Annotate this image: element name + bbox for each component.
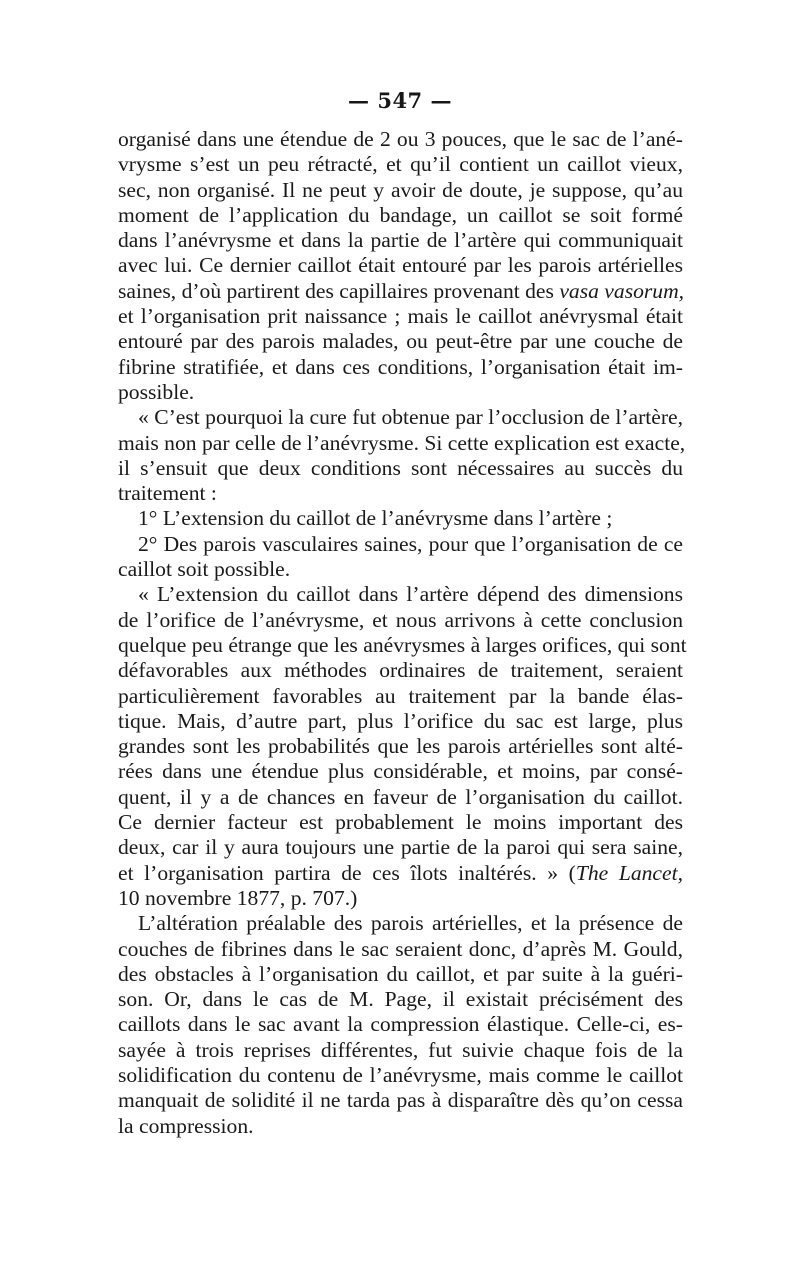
text-line: fibrine stratifiée, et dans ces conditions, l’organisation était im- [118,354,683,379]
text-line: entouré par des parois malades, ou peut-être par une couche de [118,329,683,354]
text-line: vrysme s’est un peu rétracté, et qu’il contient un caillot vieux, [118,152,683,177]
text-line [118,861,683,886]
text-line: traitement : [118,481,217,506]
body-text [118,127,687,1139]
text-line: défavorables aux méthodes ordinaires de traitement, seraient [118,658,683,683]
text-line: sec, non organisé. Il ne peut y avoir de doute, je suppose, qu’au [118,177,683,202]
text-line: tique. Mais, d’autre part, plus l’orifice du sac est large, plus [118,708,683,733]
text-line: sayée à trois reprises différentes, fut suivie chaque fois de la [118,1037,683,1062]
text-line: caillots dans le sac avant la compression élastique. Celle-ci, es- [118,1012,683,1037]
text-line [118,279,683,304]
text-line: « L’extension du caillot dans l’artère dépend des dimensions [138,582,683,607]
page-number: — 547 — [348,88,452,113]
text-line: la compression. [118,1113,254,1138]
text-fragment: et l’organisation partira de ces îlots inaltérés. » ( [118,860,576,885]
text-line: deux, car il y aura toujours une partie de la paroi qui sera saine, [118,835,683,860]
paragraph [118,405,686,506]
text-line: dans l’anévrysme et dans la partie de l’artère qui communiquait [118,228,683,253]
italic-term: vasa vasorum, [559,278,685,303]
paragraph [118,582,687,911]
text-line: moment de l’application du bandage, un caillot se soit formé [118,202,683,227]
text-line: particulièrement favorables au traitement par la bande élas- [118,683,683,708]
text-line: caillot soit possible. [118,557,291,582]
text-line: grandes sont les probabilités que les parois artérielles sont alté- [118,734,683,759]
text-line: avec lui. Ce dernier caillot était entouré par les parois artérielles [118,253,683,278]
text-line: manquait de solidité il ne tarda pas à disparaître dès qu’on cessa [118,1088,683,1113]
text-line: quent, il y a de chances en faveur de l’organisation du caillot. [118,784,683,809]
italic-citation: The Lancet, [575,860,683,885]
text-line: son. Or, dans le cas de M. Page, il existait précisément des [118,987,683,1012]
text-line: Ce dernier facteur est probablement le moins important des [118,810,683,835]
text-line: couches de fibrines dans le sac seraient donc, d’après M. Gould, [118,936,683,961]
text-line: de l’orifice de l’anévrysme, et nous arrivons à cette conclusion [118,607,683,632]
text-line: 1° L’extension du caillot de l’anévrysme dans l’artère ; [138,506,613,531]
text-line: quelque peu étrange que les anévrysmes à larges orifices, qui sont [118,632,687,657]
text-line: organisé dans une étendue de 2 ou 3 pouces, que le sac de l’ané- [118,127,683,151]
text-line: et l’organisation prit naissance ; mais le caillot anévrysmal était [118,304,683,329]
text-line: rées dans une étendue plus considérable, et moins, par consé- [118,759,683,784]
text-line: L’altération préalable des parois artérielles, et la présence de [138,911,683,936]
paragraph [118,911,683,1139]
text-line: possible. [118,379,195,404]
text-line: 2° Des parois vasculaires saines, pour que l’organisation de ce [138,531,683,556]
text-fragment: saines, d’où partirent des capillaires provenant des [118,278,560,303]
text-line: mais non par celle de l’anévrysme. Si cette explication est exacte, [118,430,686,455]
text-line: des obstacles à l’organisation du caillot, et par suite à la guéri- [118,961,683,986]
text-line: solidification du contenu de l’anévrysme, mais comme le caillot [118,1062,683,1087]
paragraph [118,532,683,583]
text-line: il s’ensuit que deux conditions sont nécessaires au succès du [118,455,683,480]
text-line: « C’est pourquoi la cure fut obtenue par l’occlusion de l’artère, [138,405,684,430]
text-line: 10 novembre 1877, p. 707.) [118,885,358,910]
paragraph [118,506,683,531]
paragraph [118,127,683,405]
